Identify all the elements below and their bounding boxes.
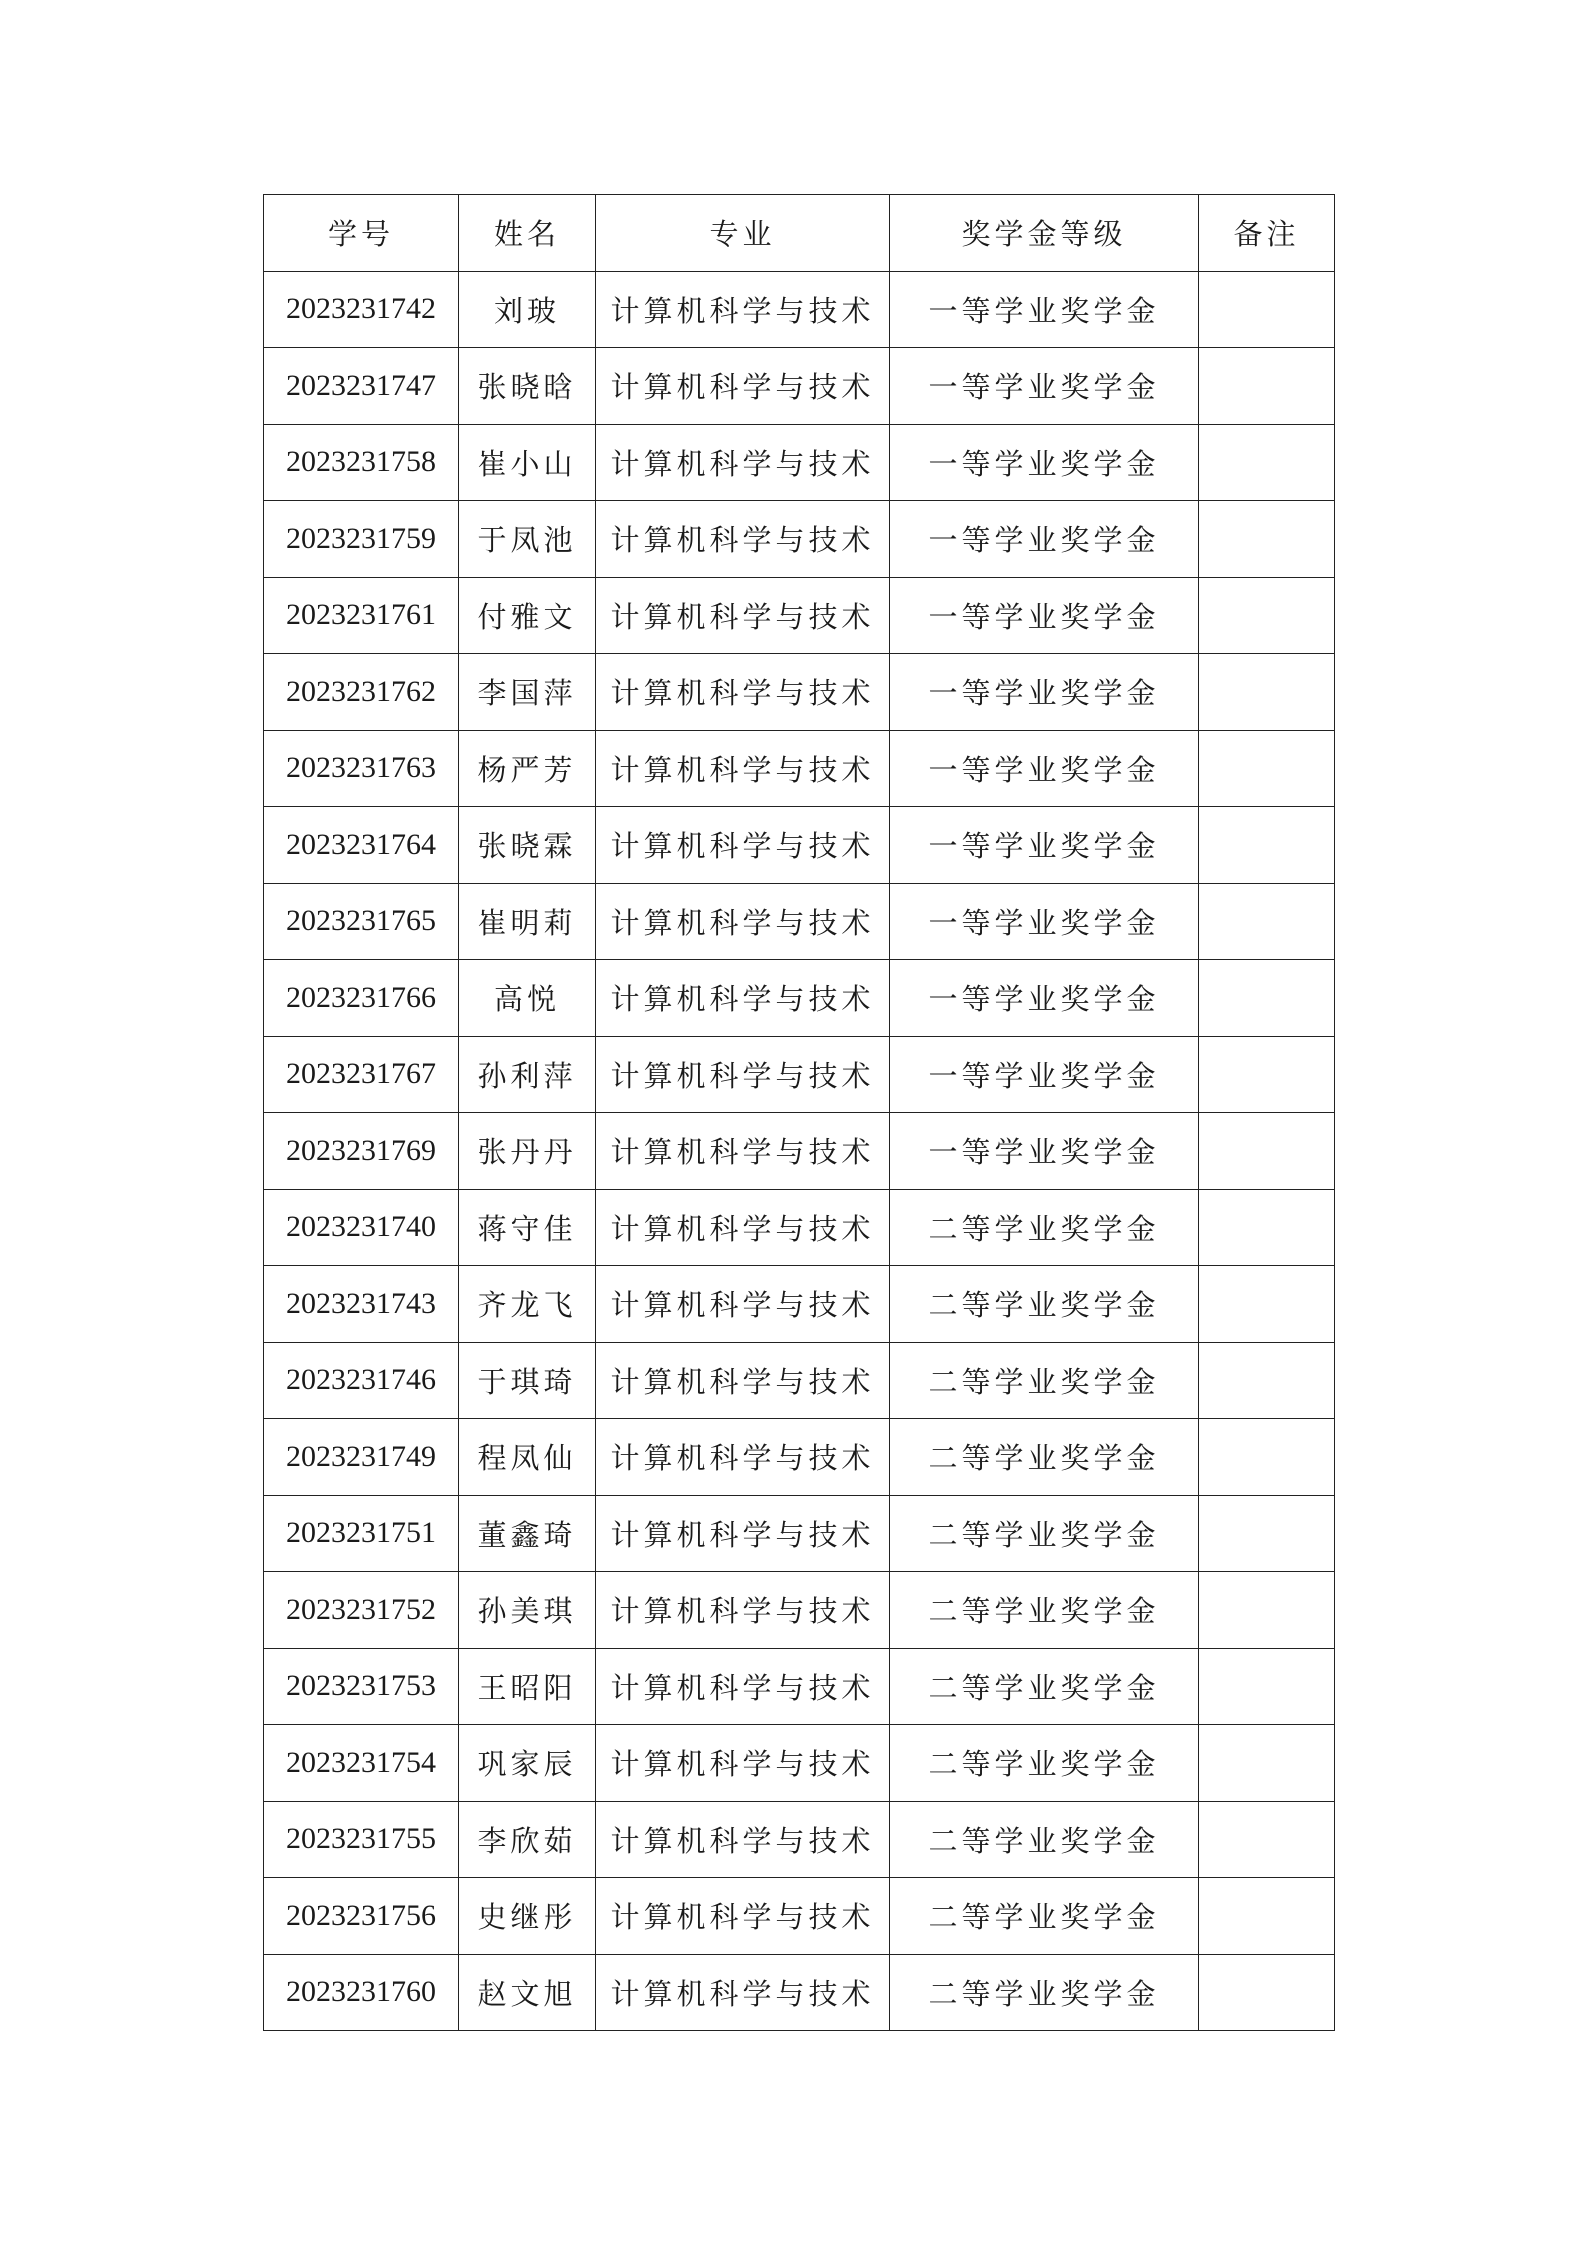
cell-major: 计算机科学与技术 [596,501,890,578]
cell-student-id: 2023231752 [264,1572,459,1649]
header-row [264,195,1335,272]
cell-student-id: 2023231766 [264,960,459,1037]
cell-name: 巩家辰 [459,1725,596,1802]
cell-major: 计算机科学与技术 [596,1036,890,1113]
cell-name: 于凤池 [459,501,596,578]
cell-student-id: 2023231740 [264,1189,459,1266]
table-row [264,1266,1335,1343]
cell-name: 齐龙飞 [459,1266,596,1343]
cell-name: 赵文旭 [459,1954,596,2031]
cell-student-id: 2023231763 [264,730,459,807]
cell-student-id: 2023231746 [264,1342,459,1419]
table-row [264,1572,1335,1649]
cell-major: 计算机科学与技术 [596,1113,890,1190]
cell-remarks [1199,1189,1335,1266]
table-row [264,1419,1335,1496]
cell-scholarship-level: 一等学业奖学金 [890,577,1199,654]
cell-name: 高悦 [459,960,596,1037]
cell-name: 李欣茹 [459,1801,596,1878]
cell-major: 计算机科学与技术 [596,1725,890,1802]
cell-remarks [1199,1572,1335,1649]
cell-student-id: 2023231769 [264,1113,459,1190]
cell-remarks [1199,1725,1335,1802]
cell-student-id: 2023231755 [264,1801,459,1878]
table-row [264,424,1335,501]
cell-scholarship-level: 一等学业奖学金 [890,730,1199,807]
cell-name: 于琪琦 [459,1342,596,1419]
cell-major: 计算机科学与技术 [596,1189,890,1266]
cell-remarks [1199,1266,1335,1343]
cell-name: 崔明莉 [459,883,596,960]
cell-scholarship-level: 二等学业奖学金 [890,1342,1199,1419]
cell-scholarship-level: 一等学业奖学金 [890,1036,1199,1113]
cell-scholarship-level: 二等学业奖学金 [890,1266,1199,1343]
cell-name: 刘玻 [459,271,596,348]
cell-major: 计算机科学与技术 [596,1801,890,1878]
table-row [264,271,1335,348]
cell-scholarship-level: 一等学业奖学金 [890,883,1199,960]
cell-scholarship-level: 二等学业奖学金 [890,1954,1199,2031]
cell-name: 蒋守佳 [459,1189,596,1266]
cell-major: 计算机科学与技术 [596,424,890,501]
cell-scholarship-level: 一等学业奖学金 [890,960,1199,1037]
cell-major: 计算机科学与技术 [596,1954,890,2031]
cell-remarks [1199,271,1335,348]
cell-remarks [1199,1648,1335,1725]
cell-scholarship-level: 一等学业奖学金 [890,1113,1199,1190]
cell-name: 史继彤 [459,1878,596,1955]
cell-remarks [1199,1878,1335,1955]
cell-name: 张晓晗 [459,348,596,425]
cell-major: 计算机科学与技术 [596,1495,890,1572]
header-student-id: 学号 [264,195,459,272]
header-name: 姓名 [459,195,596,272]
cell-major: 计算机科学与技术 [596,577,890,654]
table-row [264,807,1335,884]
cell-remarks [1199,1801,1335,1878]
cell-student-id: 2023231754 [264,1725,459,1802]
cell-remarks [1199,807,1335,884]
cell-major: 计算机科学与技术 [596,1342,890,1419]
cell-remarks [1199,1954,1335,2031]
cell-name: 董鑫琦 [459,1495,596,1572]
cell-student-id: 2023231761 [264,577,459,654]
cell-major: 计算机科学与技术 [596,883,890,960]
cell-name: 孙利萍 [459,1036,596,1113]
cell-scholarship-level: 二等学业奖学金 [890,1648,1199,1725]
table-row [264,960,1335,1037]
cell-student-id: 2023231751 [264,1495,459,1572]
cell-scholarship-level: 二等学业奖学金 [890,1725,1199,1802]
table-header [264,195,1335,272]
cell-scholarship-level: 二等学业奖学金 [890,1572,1199,1649]
cell-remarks [1199,1419,1335,1496]
cell-scholarship-level: 一等学业奖学金 [890,271,1199,348]
cell-major: 计算机科学与技术 [596,1572,890,1649]
header-scholarship-level: 奖学金等级 [890,195,1199,272]
cell-scholarship-level: 二等学业奖学金 [890,1419,1199,1496]
cell-scholarship-level: 一等学业奖学金 [890,501,1199,578]
cell-remarks [1199,1113,1335,1190]
table-row [264,1648,1335,1725]
cell-major: 计算机科学与技术 [596,654,890,731]
cell-student-id: 2023231767 [264,1036,459,1113]
cell-scholarship-level: 一等学业奖学金 [890,348,1199,425]
cell-remarks [1199,960,1335,1037]
cell-student-id: 2023231753 [264,1648,459,1725]
cell-scholarship-level: 一等学业奖学金 [890,424,1199,501]
cell-major: 计算机科学与技术 [596,271,890,348]
cell-major: 计算机科学与技术 [596,1419,890,1496]
cell-remarks [1199,1495,1335,1572]
table-row [264,577,1335,654]
scholarship-table [263,194,1335,2031]
table-row [264,1036,1335,1113]
cell-student-id: 2023231756 [264,1878,459,1955]
cell-student-id: 2023231765 [264,883,459,960]
table-row [264,730,1335,807]
cell-scholarship-level: 二等学业奖学金 [890,1189,1199,1266]
cell-scholarship-level: 二等学业奖学金 [890,1878,1199,1955]
table-row [264,1954,1335,2031]
cell-major: 计算机科学与技术 [596,1878,890,1955]
table-row [264,1342,1335,1419]
cell-scholarship-level: 一等学业奖学金 [890,654,1199,731]
cell-student-id: 2023231764 [264,807,459,884]
cell-remarks [1199,348,1335,425]
cell-name: 崔小山 [459,424,596,501]
cell-student-id: 2023231762 [264,654,459,731]
cell-major: 计算机科学与技术 [596,807,890,884]
cell-name: 孙美琪 [459,1572,596,1649]
header-remarks: 备注 [1199,195,1335,272]
cell-student-id: 2023231758 [264,424,459,501]
cell-name: 杨严芳 [459,730,596,807]
table-row [264,1725,1335,1802]
table-body [264,271,1335,2031]
cell-scholarship-level: 二等学业奖学金 [890,1495,1199,1572]
cell-name: 张晓霖 [459,807,596,884]
cell-remarks [1199,424,1335,501]
cell-student-id: 2023231759 [264,501,459,578]
cell-major: 计算机科学与技术 [596,1266,890,1343]
table-row [264,348,1335,425]
cell-name: 王昭阳 [459,1648,596,1725]
cell-name: 李国萍 [459,654,596,731]
table-row [264,1189,1335,1266]
table-row [264,1113,1335,1190]
cell-major: 计算机科学与技术 [596,730,890,807]
cell-student-id: 2023231747 [264,348,459,425]
cell-remarks [1199,577,1335,654]
cell-name: 付雅文 [459,577,596,654]
cell-name: 张丹丹 [459,1113,596,1190]
cell-student-id: 2023231760 [264,1954,459,2031]
cell-major: 计算机科学与技术 [596,348,890,425]
cell-remarks [1199,730,1335,807]
cell-remarks [1199,501,1335,578]
cell-name: 程凤仙 [459,1419,596,1496]
table-row [264,883,1335,960]
cell-remarks [1199,883,1335,960]
cell-student-id: 2023231743 [264,1266,459,1343]
cell-scholarship-level: 二等学业奖学金 [890,1801,1199,1878]
cell-major: 计算机科学与技术 [596,1648,890,1725]
table-row [264,1495,1335,1572]
header-major: 专业 [596,195,890,272]
cell-student-id: 2023231749 [264,1419,459,1496]
table-row [264,1801,1335,1878]
cell-remarks [1199,1342,1335,1419]
cell-remarks [1199,654,1335,731]
table-row [264,654,1335,731]
cell-scholarship-level: 一等学业奖学金 [890,807,1199,884]
table-row [264,501,1335,578]
cell-student-id: 2023231742 [264,271,459,348]
cell-major: 计算机科学与技术 [596,960,890,1037]
cell-remarks [1199,1036,1335,1113]
table-row [264,1878,1335,1955]
